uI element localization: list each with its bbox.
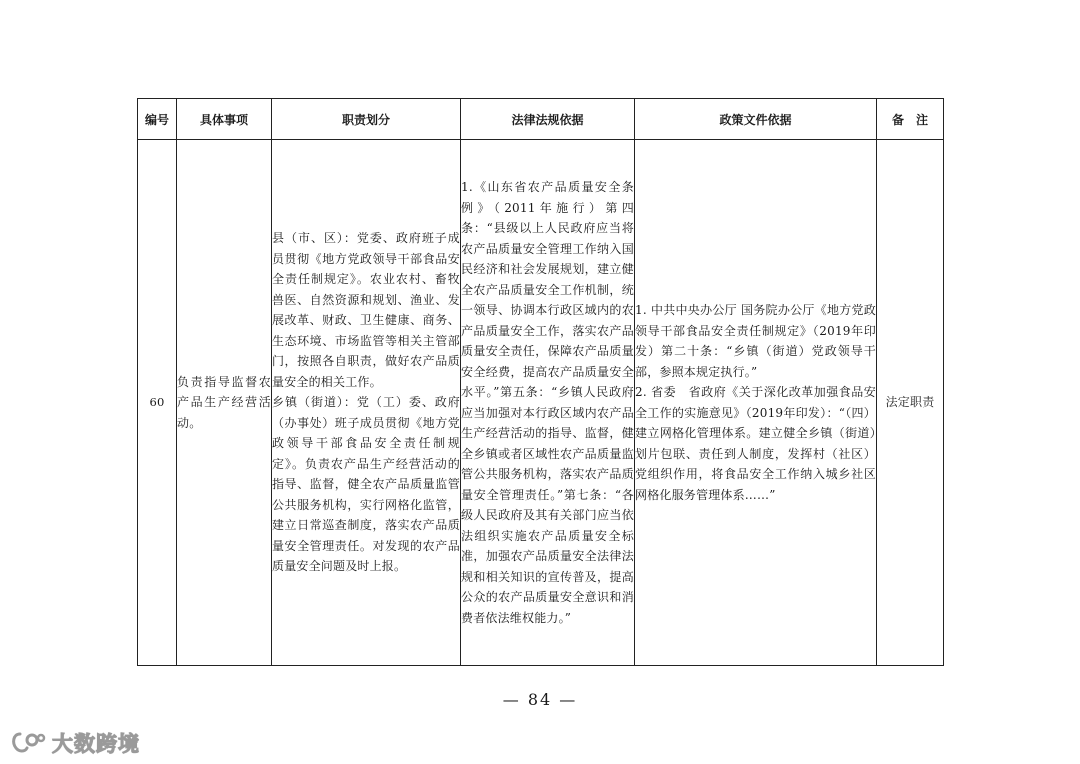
policy-item-1: 1. 中共中央办公厅 国务院办公厅《地方党政领导干部食品安全责任制规定》（2019年印发）第二十条：“乡镇（街道）党政领导干部，参照本规定执行。” — [635, 303, 876, 379]
cell-duty — [272, 140, 461, 666]
watermark — [10, 730, 140, 756]
table-header-row — [138, 99, 944, 140]
header-policy: 政策文件依据 — [635, 99, 877, 140]
header-duty: 职责划分 — [272, 99, 461, 140]
policy-item-2: 2. 省委 省政府《关于深化改革加强食品安全工作的实施意见》（2019年印发）：“（四）建立网格化管理体系。建立健全乡镇（街道）划片包联、责任到人制度，发挥村（社区）党组织作用，将食品安全工作纳入城乡社区网格化服务管理体系……” — [635, 385, 876, 502]
cell-policy — [635, 140, 877, 666]
header-item: 具体事项 — [177, 99, 272, 140]
cell-law: 1.《山东省农产品质量安全条例》（2011年施行）第四条：“县级以上人民政府应当将农产品质量安全管理工作纳入国民经济和社会发展规划，建立健全农产品质量安全工作机制，统一领导、协调本行政区域内的农产品质量安全工作，落实农产品质量安全责任，保障农产品质量安全经费，提高农产品质量安全水平。”第五条：“乡镇人民政府应当加强对本行政区域内农产品生产经营活动的指导、监督，健全乡镇或者区域性农产品质量监管公共服务机构，落实农产品质量安全管理责任。”第七条：“各级人民政府及其有关部门应当依法组织实施农产品质量安全标准，加强农产品质量安全法律法规和相关知识的宣传普及，提高公众的农产品质量安全意识和消费者依法维权能力。” — [461, 140, 635, 666]
duty-county: 县（市、区）：党委、政府班子成员贯彻《地方党政领导干部食品安全责任制规定》。农业农村、畜牧兽医、自然资源和规划、渔业、发展改革、财政、卫生健康、商务、生态环境、市场监管等相关主管部门，按照各自职责，做好农产品质量安全的相关工作。 — [272, 231, 460, 389]
header-note: 备 注 — [877, 99, 944, 140]
watermark-text: 大数跨境 — [52, 732, 140, 756]
page-number: — 84 — — [502, 690, 578, 709]
cell-number: 60 — [138, 140, 177, 666]
brand-logo-icon — [10, 731, 46, 755]
table-row — [138, 140, 944, 666]
duty-township: 乡镇（街道）：党（工）委、政府（办事处）班子成员贯彻《地方党政领导干部食品安全责任制规定》。负责农产品生产经营活动的指导、监督，健全农产品质量监管公共服务机构，实行网格化监管，建立日常巡查制度，落实农产品质量安全管理责任。对发现的农产品质量安全问题及时上报。 — [272, 395, 460, 574]
header-law: 法律法规依据 — [461, 99, 635, 140]
cell-note: 法定职责 — [877, 140, 944, 666]
header-number: 编号 — [138, 99, 177, 140]
responsibility-table — [137, 98, 944, 666]
cell-item: 负责指导监督农产品生产经营活动。 — [177, 140, 272, 666]
